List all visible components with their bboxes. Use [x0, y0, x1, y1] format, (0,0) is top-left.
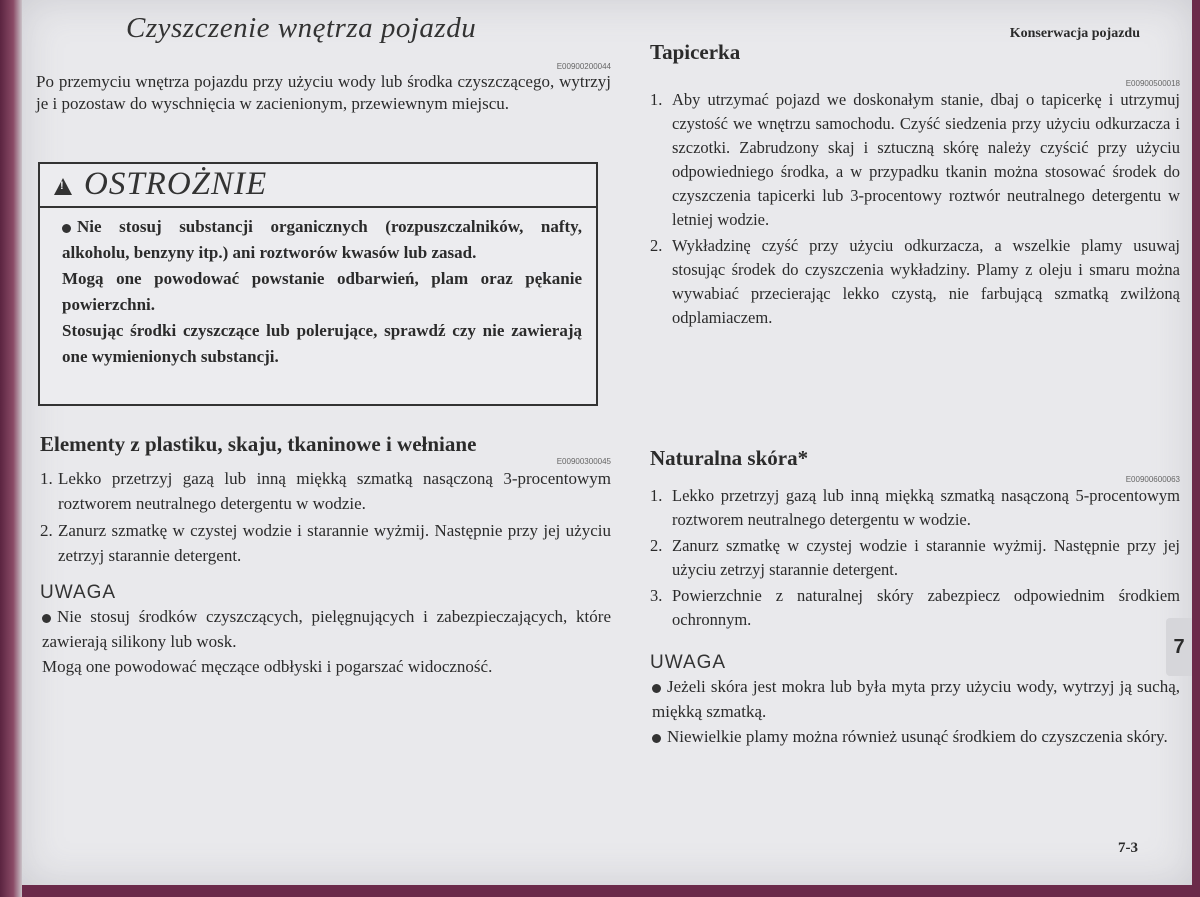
step-text: Zanurz szmatkę w czystej wodzie i starannie wyżmij. Następnie przy jej użyciu zetrzyj starannie detergent.	[672, 536, 1180, 579]
note-text-1: Nie stosuj środków czyszczących, pielęgnujących i zabezpieczających, które zawierają silikony lub wosk.	[42, 607, 611, 651]
intro-code: E00900200044	[556, 62, 611, 71]
list-item	[650, 484, 1180, 532]
note-paragraph-1	[650, 674, 1180, 724]
step-number: 1.	[650, 486, 663, 505]
upholstery-steps	[650, 88, 1180, 330]
caution-text-1: Nie stosuj substancji organicznych (rozpuszczalników, nafty, alkoholu, benzyny itp.) ani roztworów kwasów lub zasad.	[62, 217, 582, 262]
list-item	[650, 584, 1180, 632]
page-binding-edge	[0, 0, 22, 897]
leather-heading: Naturalna skóra*	[650, 446, 809, 470]
step-text: Powierzchnie z naturalnej skóry zabezpiecz odpowiednim środkiem ochronnym.	[672, 586, 1180, 629]
bullet-icon	[652, 684, 661, 693]
step-text: Zanurz szmatkę w czystej wodzie i starannie wyżmij. Następnie przy jej użyciu zetrzyj starannie detergent.	[58, 521, 611, 565]
leather-steps	[650, 484, 1180, 632]
chapter-title: Czyszczenie wnętrza pojazdu	[126, 12, 477, 44]
manual-page	[22, 0, 1192, 885]
upholstery-code: E00900500018	[1125, 79, 1180, 88]
note-paragraph-2: Mogą one powodować męczące odbłyski i pogarszać widoczność.	[42, 657, 493, 676]
note-text-1: Jeżeli skóra jest mokra lub była myta przy użyciu wody, wytrzyj ją suchą, miękką szmatką.	[652, 677, 1180, 721]
step-number: 2.	[40, 521, 53, 540]
step-text: Aby utrzymać pojazd we doskonałym stanie, dbaj o tapicerkę i utrzymuj czystość we wnętrzu samochodu. Czyść siedzenia przy użyciu odkurzacza i szczotki. Zabrudzony skaj i sztuczną skórę należy czyścić przy użyciu odpowiedniego środka, a w przypadku tkanin można stosować środek do czyszczenia tapicerki lub 3-procentowy roztwór neutralnego detergentu w letniej wodzie.	[672, 90, 1180, 229]
bullet-icon	[42, 614, 51, 623]
caution-paragraph-2: Mogą one powodować powstanie odbarwień, plam oraz pękanie powierzchni.	[62, 269, 582, 314]
intro-text: Po przemyciu wnętrza pojazdu przy użyciu wody lub środka czyszczącego, wytrzyj je i pozostaw do wyschnięcia w zacienionym, przewiewnym miejscu.	[36, 72, 611, 113]
bullet-icon	[652, 734, 661, 743]
list-item	[40, 466, 611, 516]
note-paragraph-2	[650, 724, 1180, 749]
step-text: Lekko przetrzyj gazą lub inną miękką szmatką nasączoną 3-procentowym roztworem neutralnego detergentu w wodzie.	[58, 469, 611, 513]
step-text: Wykładzinę czyść przy użyciu odkurzacza, a wszelkie plamy usuwaj stosując środek do czyszczenia wykładziny. Plamy z oleju i smaru można wywabiać przecierając lekko czystą, nie farbującą szmatką zwilżoną odplamiaczem.	[672, 236, 1180, 327]
leather-section	[650, 446, 1180, 749]
page-number: 7-3	[1118, 840, 1138, 856]
intro-section	[36, 62, 611, 115]
chapter-tab: 7	[1166, 618, 1192, 676]
note-label: UWAGA	[40, 582, 117, 603]
note-paragraph-1	[40, 604, 611, 654]
caution-paragraph-1	[62, 214, 582, 266]
note-body	[40, 604, 611, 679]
step-number: 3.	[650, 586, 663, 605]
leather-code: E00900600063	[1125, 475, 1180, 484]
warning-triangle-icon	[54, 178, 72, 195]
caution-body	[40, 208, 596, 370]
step-number: 2.	[650, 536, 663, 555]
plastic-heading: Elementy z plastiku, skaju, tkaninowe i wełniane	[40, 432, 477, 456]
note-text-2: Niewielkie plamy można również usunąć środkiem do czyszczenia skóry.	[667, 727, 1168, 746]
caution-title: OSTROŻNIE	[84, 166, 268, 202]
list-item	[650, 534, 1180, 582]
list-item	[650, 234, 1180, 330]
step-number: 1.	[40, 469, 53, 488]
running-header: Konserwacja pojazdu	[1009, 26, 1140, 41]
list-item	[40, 518, 611, 568]
caution-header	[40, 164, 596, 208]
plastic-steps	[40, 466, 611, 568]
step-number: 1.	[650, 90, 663, 109]
leather-note-body	[650, 674, 1180, 749]
step-text: Lekko przetrzyj gazą lub inną miękką szmatką nasączoną 5-procentowym roztworem neutralnego detergentu w wodzie.	[672, 486, 1180, 529]
step-number: 2.	[650, 236, 663, 255]
upholstery-heading: Tapicerka	[650, 40, 741, 64]
plastic-code: E00900300045	[556, 457, 611, 466]
list-item	[650, 88, 1180, 232]
note-label: UWAGA	[650, 652, 727, 673]
bullet-icon	[62, 224, 71, 233]
plastic-section	[40, 432, 611, 679]
caution-box	[38, 162, 598, 406]
caution-paragraph-3: Stosując środki czyszczące lub polerujące, sprawdź czy nie zawierają one wymienionych substancji.	[62, 321, 582, 366]
upholstery-section	[650, 40, 1180, 332]
